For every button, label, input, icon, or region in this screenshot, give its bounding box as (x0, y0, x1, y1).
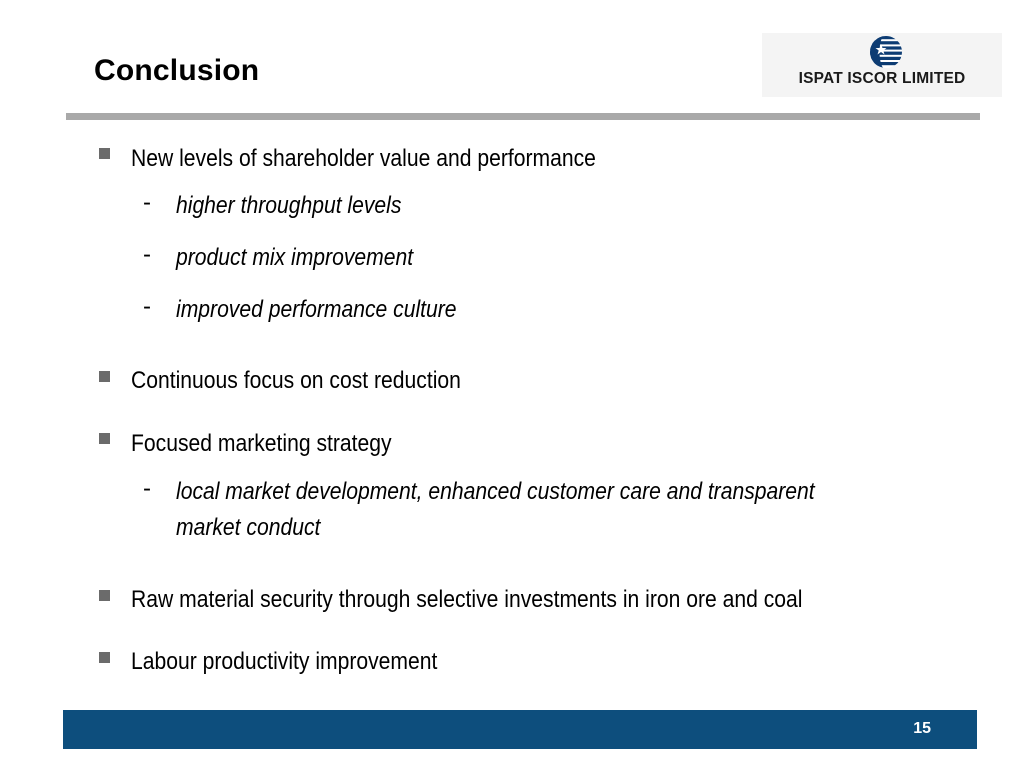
slide-title: Conclusion (94, 54, 260, 87)
bullet-text: Continuous focus on cost reduction (131, 367, 461, 394)
globe-logo-icon (860, 35, 908, 69)
sub-bullet-text: higher throughput levels (176, 192, 402, 219)
logo-text: ISPAT ISCOR LIMITED (798, 70, 966, 87)
bullet-marker (99, 371, 110, 382)
sub-bullet-text: improved performance culture (176, 296, 457, 323)
page-number: 15 (913, 720, 931, 737)
sub-bullet-dash: - (143, 189, 151, 216)
bullet-text: Raw material security through selective investments in iron ore and coal (131, 586, 803, 613)
title-divider (66, 113, 980, 120)
sub-bullet-dash: - (143, 475, 151, 502)
footer-bar (63, 710, 977, 749)
bullet-text: Focused marketing strategy (131, 430, 392, 457)
bullet-text: Labour productivity improvement (131, 648, 438, 675)
bullet-marker (99, 590, 110, 601)
bullet-text: New levels of shareholder value and performance (131, 145, 596, 172)
sub-bullet-dash: - (143, 241, 151, 268)
sub-bullet-text-continued: market conduct (176, 514, 321, 541)
company-logo (762, 33, 1002, 97)
bullet-marker (99, 148, 110, 159)
sub-bullet-text: local market development, enhanced customer care and transparent (176, 478, 815, 505)
bullet-marker (99, 652, 110, 663)
sub-bullet-dash: - (143, 293, 151, 320)
bullet-marker (99, 433, 110, 444)
sub-bullet-text: product mix improvement (176, 244, 414, 271)
